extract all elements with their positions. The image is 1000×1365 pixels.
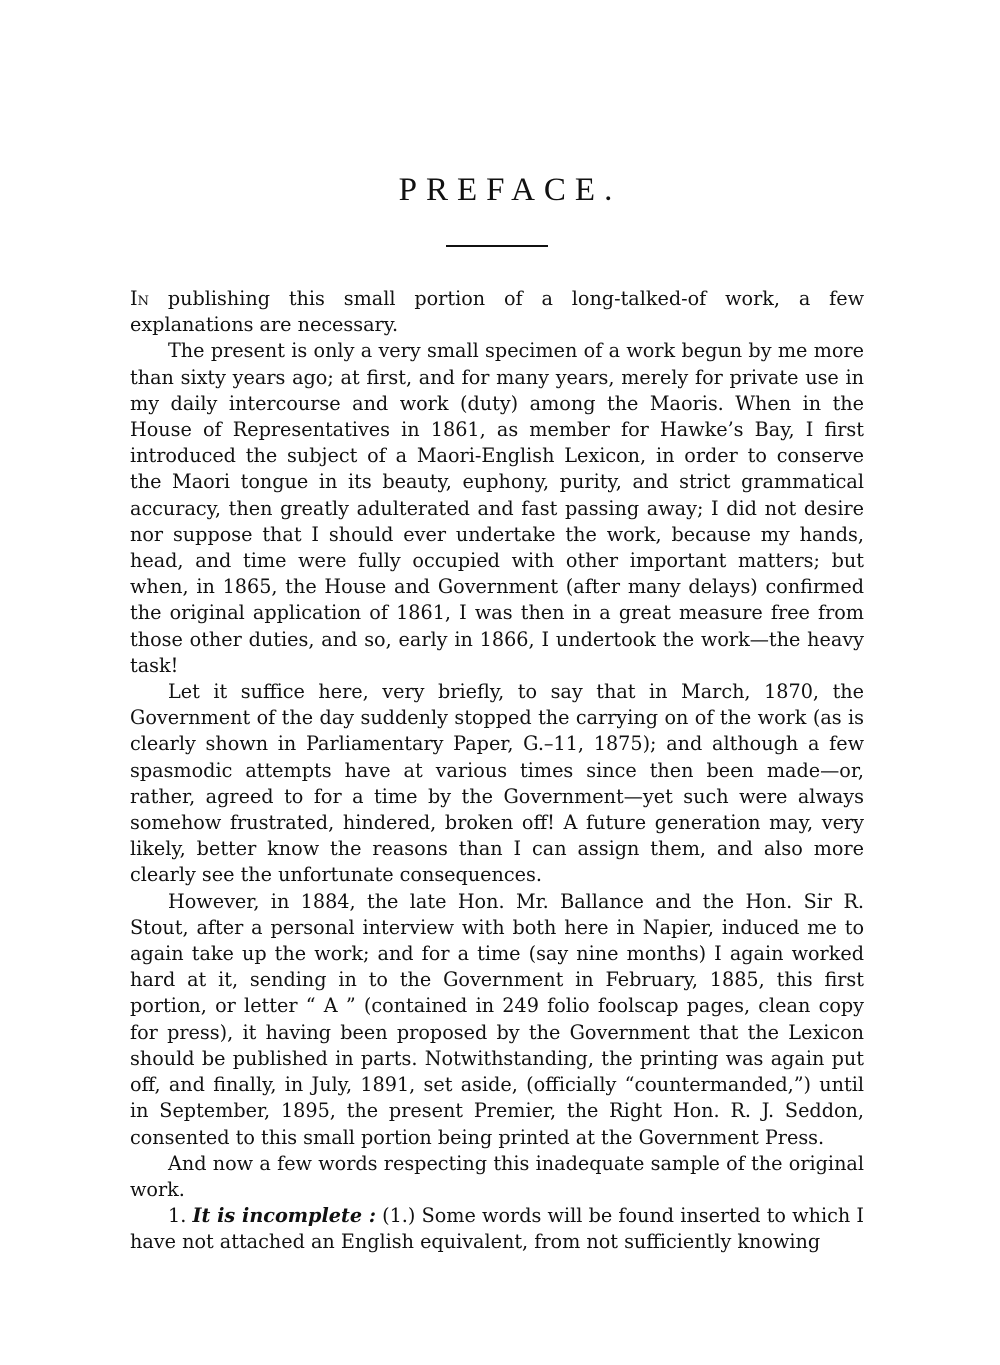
paragraph-2: The present is only a very small specimen of a work begun by me more than sixty years ago; at first, and for many years, merely for private use in my daily intercourse and work (duty) among the Maoris. When in the House of Representatives in 1861, as member for Hawke’s Bay, I first introduced the subject of a Maori-English Lexicon, in order to conserve the Maori tongue in its beauty, euphony, purity, and strict grammatical accuracy, then greatly adulterated and fast passing away; I did not desire nor suppose that I should ever undertake the work, because my hands, head, and time were fully occupied with other important matters; but when, in 1865, the House and Government (after many delays) confirmed the original application of 1861, I was then in a great measure free from those other duties, and so, early in 1866, I undertook the work—the heavy task! — [130, 339, 864, 677]
paragraph-6-emphasis: It is incomplete : — [192, 1204, 376, 1228]
paragraph-6 — [130, 1203, 864, 1255]
paragraph-6-text: (1.) Some words will be found inserted to which I have not attached an English equivalent, from not sufficiently knowing — [130, 1204, 864, 1254]
paragraph-1 — [130, 286, 864, 338]
paragraph-3: Let it suffice here, very briefly, to say that in March, 1870, the Government of the day suddenly stopped the carrying on of the work (as is clearly shown in Parliamentary Paper, G.–11, 1875); and although a few spasmodic attempts have at various times since then been made—or, rather, agreed to for a time by the Government—yet such were always somehow frustrated, hindered, broken off! A future generation may, very likely, better know the reasons than I can assign them, and also more clearly see the unfortunate consequences. — [130, 680, 864, 887]
page-title: PREFACE. — [398, 172, 622, 208]
paragraph-5: And now a few words respecting this inadequate sample of the original work. — [130, 1151, 864, 1201]
paragraph-1-text: publishing this small portion of a long-talked-of work, a few explanations are necessary. — [130, 287, 864, 337]
preface-body — [130, 286, 864, 1256]
title-rule — [446, 245, 548, 247]
paragraph-4: However, in 1884, the late Hon. Mr. Ballance and the Hon. Sir R. Stout, after a personal interview with both here in Napier, induced me to again take up the work; and for a time (say nine months) I again worked hard at it, sending in to the Government in February, 1885, this first portion, or letter “ A ” (contained in 249 folio foolscap pages, clean copy for press), it having been proposed by the Government that the Lexicon should be published in parts. Notwithstanding, the printing was again put off, and finally, in July, 1891, set aside, (officially “countermanded,”) until in September, 1895, the present Premier, the Right Hon. R. J. Seddon, consented to this small portion being printed at the Government Press. — [130, 889, 864, 1149]
paragraph-1-lead: In — [130, 287, 149, 310]
paragraph-6-number: 1. — [168, 1204, 193, 1228]
